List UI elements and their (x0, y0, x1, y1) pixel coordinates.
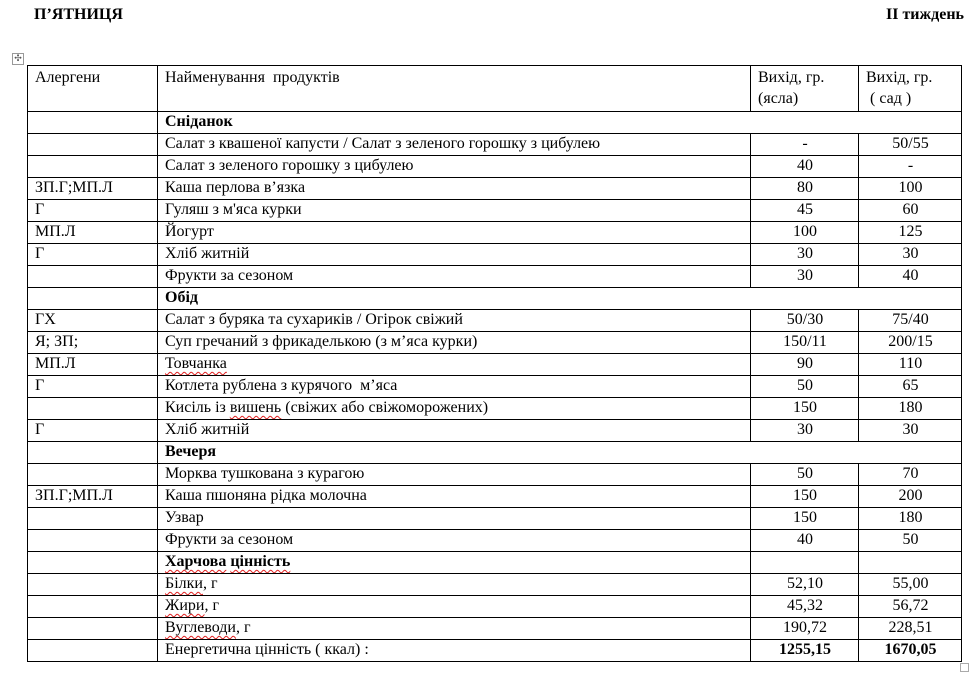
kindergarten-yield-cell: 100 (859, 178, 962, 200)
allergens-cell (28, 574, 158, 596)
nursery-yield-cell: 45 (751, 200, 859, 222)
nutrient-unit: , г (235, 619, 251, 636)
section-title-dinner: Вечеря (158, 442, 962, 464)
product-cell (158, 354, 751, 376)
allergens-cell (28, 552, 158, 574)
nursery-value-cell: 45,32 (751, 596, 859, 618)
nutrition-row-protein (28, 574, 962, 596)
nursery-yield-cell: 50 (751, 376, 859, 398)
allergens-cell: Г (28, 244, 158, 266)
nutrient-unit: , г (204, 597, 220, 614)
table-row (28, 156, 962, 178)
product-text-c: (свіжих або свіжоморожених) (281, 399, 489, 416)
nursery-yield-cell: - (751, 134, 859, 156)
energy-label-cell: Енергетична цінність ( ккал) : (158, 640, 751, 662)
kindergarten-yield-cell: 125 (859, 222, 962, 244)
kindergarten-yield-cell: 70 (859, 464, 962, 486)
kindergarten-yield-cell: 200/15 (859, 332, 962, 354)
nursery-yield-cell: 50/30 (751, 310, 859, 332)
allergens-cell (28, 156, 158, 178)
nutrient-name: Вуглеводи (165, 619, 236, 636)
section-row-nutrition (28, 552, 962, 574)
product-cell: Салат з буряка та сухариків / Огірок свіжий (158, 310, 751, 332)
section-row-breakfast (28, 112, 962, 134)
nursery-value-cell: 190,72 (751, 618, 859, 640)
nursery-energy-cell: 1255,15 (751, 640, 859, 662)
table-row (28, 244, 962, 266)
allergens-cell (28, 112, 158, 134)
nutrition-row-carbs (28, 618, 962, 640)
nutrient-label-cell (158, 574, 751, 596)
nursery-yield-cell: 80 (751, 178, 859, 200)
table-row (28, 222, 962, 244)
section-title-nutrition (158, 552, 751, 574)
table-row (28, 134, 962, 156)
product-cell (158, 398, 751, 420)
table-row (28, 530, 962, 552)
section-row-lunch (28, 288, 962, 310)
product-cell: Каша пшоняна рідка молочна (158, 486, 751, 508)
allergens-cell: ГХ (28, 310, 158, 332)
kindergarten-yield-cell: - (859, 156, 962, 178)
product-cell: Котлета рублена з курячого м’яса (158, 376, 751, 398)
nursery-yield-cell: 30 (751, 244, 859, 266)
product-text: Товчанка (165, 355, 227, 372)
kindergarten-yield-cell: 200 (859, 486, 962, 508)
nutrient-name: Жири (165, 597, 205, 614)
kindergarten-yield-cell: 110 (859, 354, 962, 376)
product-text-b: вишень (229, 399, 282, 416)
header-product: Найменування продуктів (158, 66, 751, 112)
nutrient-label-cell (158, 618, 751, 640)
nutrition-title-a: Харчова (165, 553, 227, 570)
table-row (28, 332, 962, 354)
kindergarten-yield-cell: 40 (859, 266, 962, 288)
nursery-yield-cell: 40 (751, 530, 859, 552)
nursery-yield-cell: 40 (751, 156, 859, 178)
table-row (28, 310, 962, 332)
section-row-dinner (28, 442, 962, 464)
product-cell: Фрукти за сезоном (158, 266, 751, 288)
nursery-yield-cell: 30 (751, 266, 859, 288)
product-cell: Хліб житній (158, 244, 751, 266)
product-cell: Хліб житній (158, 420, 751, 442)
week-title: ІІ тиждень (885, 6, 964, 23)
allergens-cell (28, 618, 158, 640)
allergens-cell (28, 640, 158, 662)
nutrition-row-energy (28, 640, 962, 662)
section-title-breakfast: Сніданок (158, 112, 962, 134)
kindergarten-value-cell: 56,72 (859, 596, 962, 618)
kindergarten-yield-cell: 50 (859, 530, 962, 552)
allergens-cell (28, 134, 158, 156)
header-yield-nursery (751, 66, 859, 112)
header-yield-kindergarten-line2: ( сад ) (866, 90, 912, 107)
table-row (28, 376, 962, 398)
table-row (28, 420, 962, 442)
nutrient-label-cell (158, 596, 751, 618)
allergens-cell (28, 530, 158, 552)
kindergarten-yield-cell: 30 (859, 420, 962, 442)
header-allergens: Алергени (28, 66, 158, 112)
kindergarten-value-cell: 55,00 (859, 574, 962, 596)
header-yield-kindergarten-line1: Вихід, гр. (866, 69, 933, 86)
kindergarten-value-cell: 228,51 (859, 618, 962, 640)
nursery-yield-cell: 150 (751, 398, 859, 420)
nutrient-name: Білки (165, 575, 203, 592)
product-cell: Узвар (158, 508, 751, 530)
allergens-cell (28, 464, 158, 486)
product-text-a: Кисіль із (165, 399, 230, 416)
header-yield-nursery-line1: Вихід, гр. (758, 69, 825, 86)
menu-table (27, 65, 962, 662)
allergens-cell (28, 266, 158, 288)
table-row (28, 508, 962, 530)
product-cell: Салат з квашеної капусти / Салат з зеленого горошку з цибулею (158, 134, 751, 156)
nursery-yield-cell: 100 (751, 222, 859, 244)
allergens-cell: Г (28, 420, 158, 442)
allergens-cell: МП.Л (28, 354, 158, 376)
kindergarten-yield-cell: 180 (859, 398, 962, 420)
product-cell: Суп гречаний з фрикаделькою (з м’яса курки) (158, 332, 751, 354)
table-header-row (28, 66, 962, 112)
table-row (28, 266, 962, 288)
product-cell: Морква тушкована з курагою (158, 464, 751, 486)
kindergarten-energy-cell: 1670,05 (859, 640, 962, 662)
product-cell: Каша перлова в’язка (158, 178, 751, 200)
allergens-cell: ЗП.Г;МП.Л (28, 486, 158, 508)
allergens-cell (28, 596, 158, 618)
table-row (28, 464, 962, 486)
nutrient-unit: , г (202, 575, 218, 592)
kindergarten-yield-cell: 75/40 (859, 310, 962, 332)
kindergarten-yield-cell: 30 (859, 244, 962, 266)
allergens-cell (28, 398, 158, 420)
section-title-lunch: Обід (158, 288, 962, 310)
day-title: П’ЯТНИЦЯ (34, 6, 123, 23)
product-cell: Йогурт (158, 222, 751, 244)
table-row (28, 178, 962, 200)
nutrition-row-fat (28, 596, 962, 618)
nutrition-title-b: цінність (230, 553, 291, 570)
nursery-yield-cell: 150 (751, 508, 859, 530)
resize-handle-icon[interactable] (960, 663, 969, 672)
allergens-cell (28, 442, 158, 464)
nursery-yield-cell: 90 (751, 354, 859, 376)
nursery-yield-cell: 50 (751, 464, 859, 486)
header-yield-kindergarten (859, 66, 962, 112)
table-row (28, 354, 962, 376)
allergens-cell: ЗП.Г;МП.Л (28, 178, 158, 200)
allergens-cell: Я; ЗП; (28, 332, 158, 354)
table-row (28, 200, 962, 222)
nursery-value-cell: 52,10 (751, 574, 859, 596)
allergens-cell: Г (28, 376, 158, 398)
kindergarten-yield-cell: 60 (859, 200, 962, 222)
product-cell: Гуляш з м'яса курки (158, 200, 751, 222)
product-cell: Салат з зеленого горошку з цибулею (158, 156, 751, 178)
move-icon[interactable]: ✣ (12, 53, 24, 65)
nursery-yield-cell: 150/11 (751, 332, 859, 354)
header-yield-nursery-line2: (ясла) (758, 90, 799, 107)
kindergarten-yield-cell (859, 552, 962, 574)
kindergarten-yield-cell: 65 (859, 376, 962, 398)
allergens-cell (28, 508, 158, 530)
table-row (28, 486, 962, 508)
product-cell: Фрукти за сезоном (158, 530, 751, 552)
table-row (28, 398, 962, 420)
nursery-yield-cell: 30 (751, 420, 859, 442)
allergens-cell: МП.Л (28, 222, 158, 244)
allergens-cell: Г (28, 200, 158, 222)
kindergarten-yield-cell: 50/55 (859, 134, 962, 156)
nursery-yield-cell: 150 (751, 486, 859, 508)
allergens-cell (28, 288, 158, 310)
kindergarten-yield-cell: 180 (859, 508, 962, 530)
nursery-yield-cell (751, 552, 859, 574)
